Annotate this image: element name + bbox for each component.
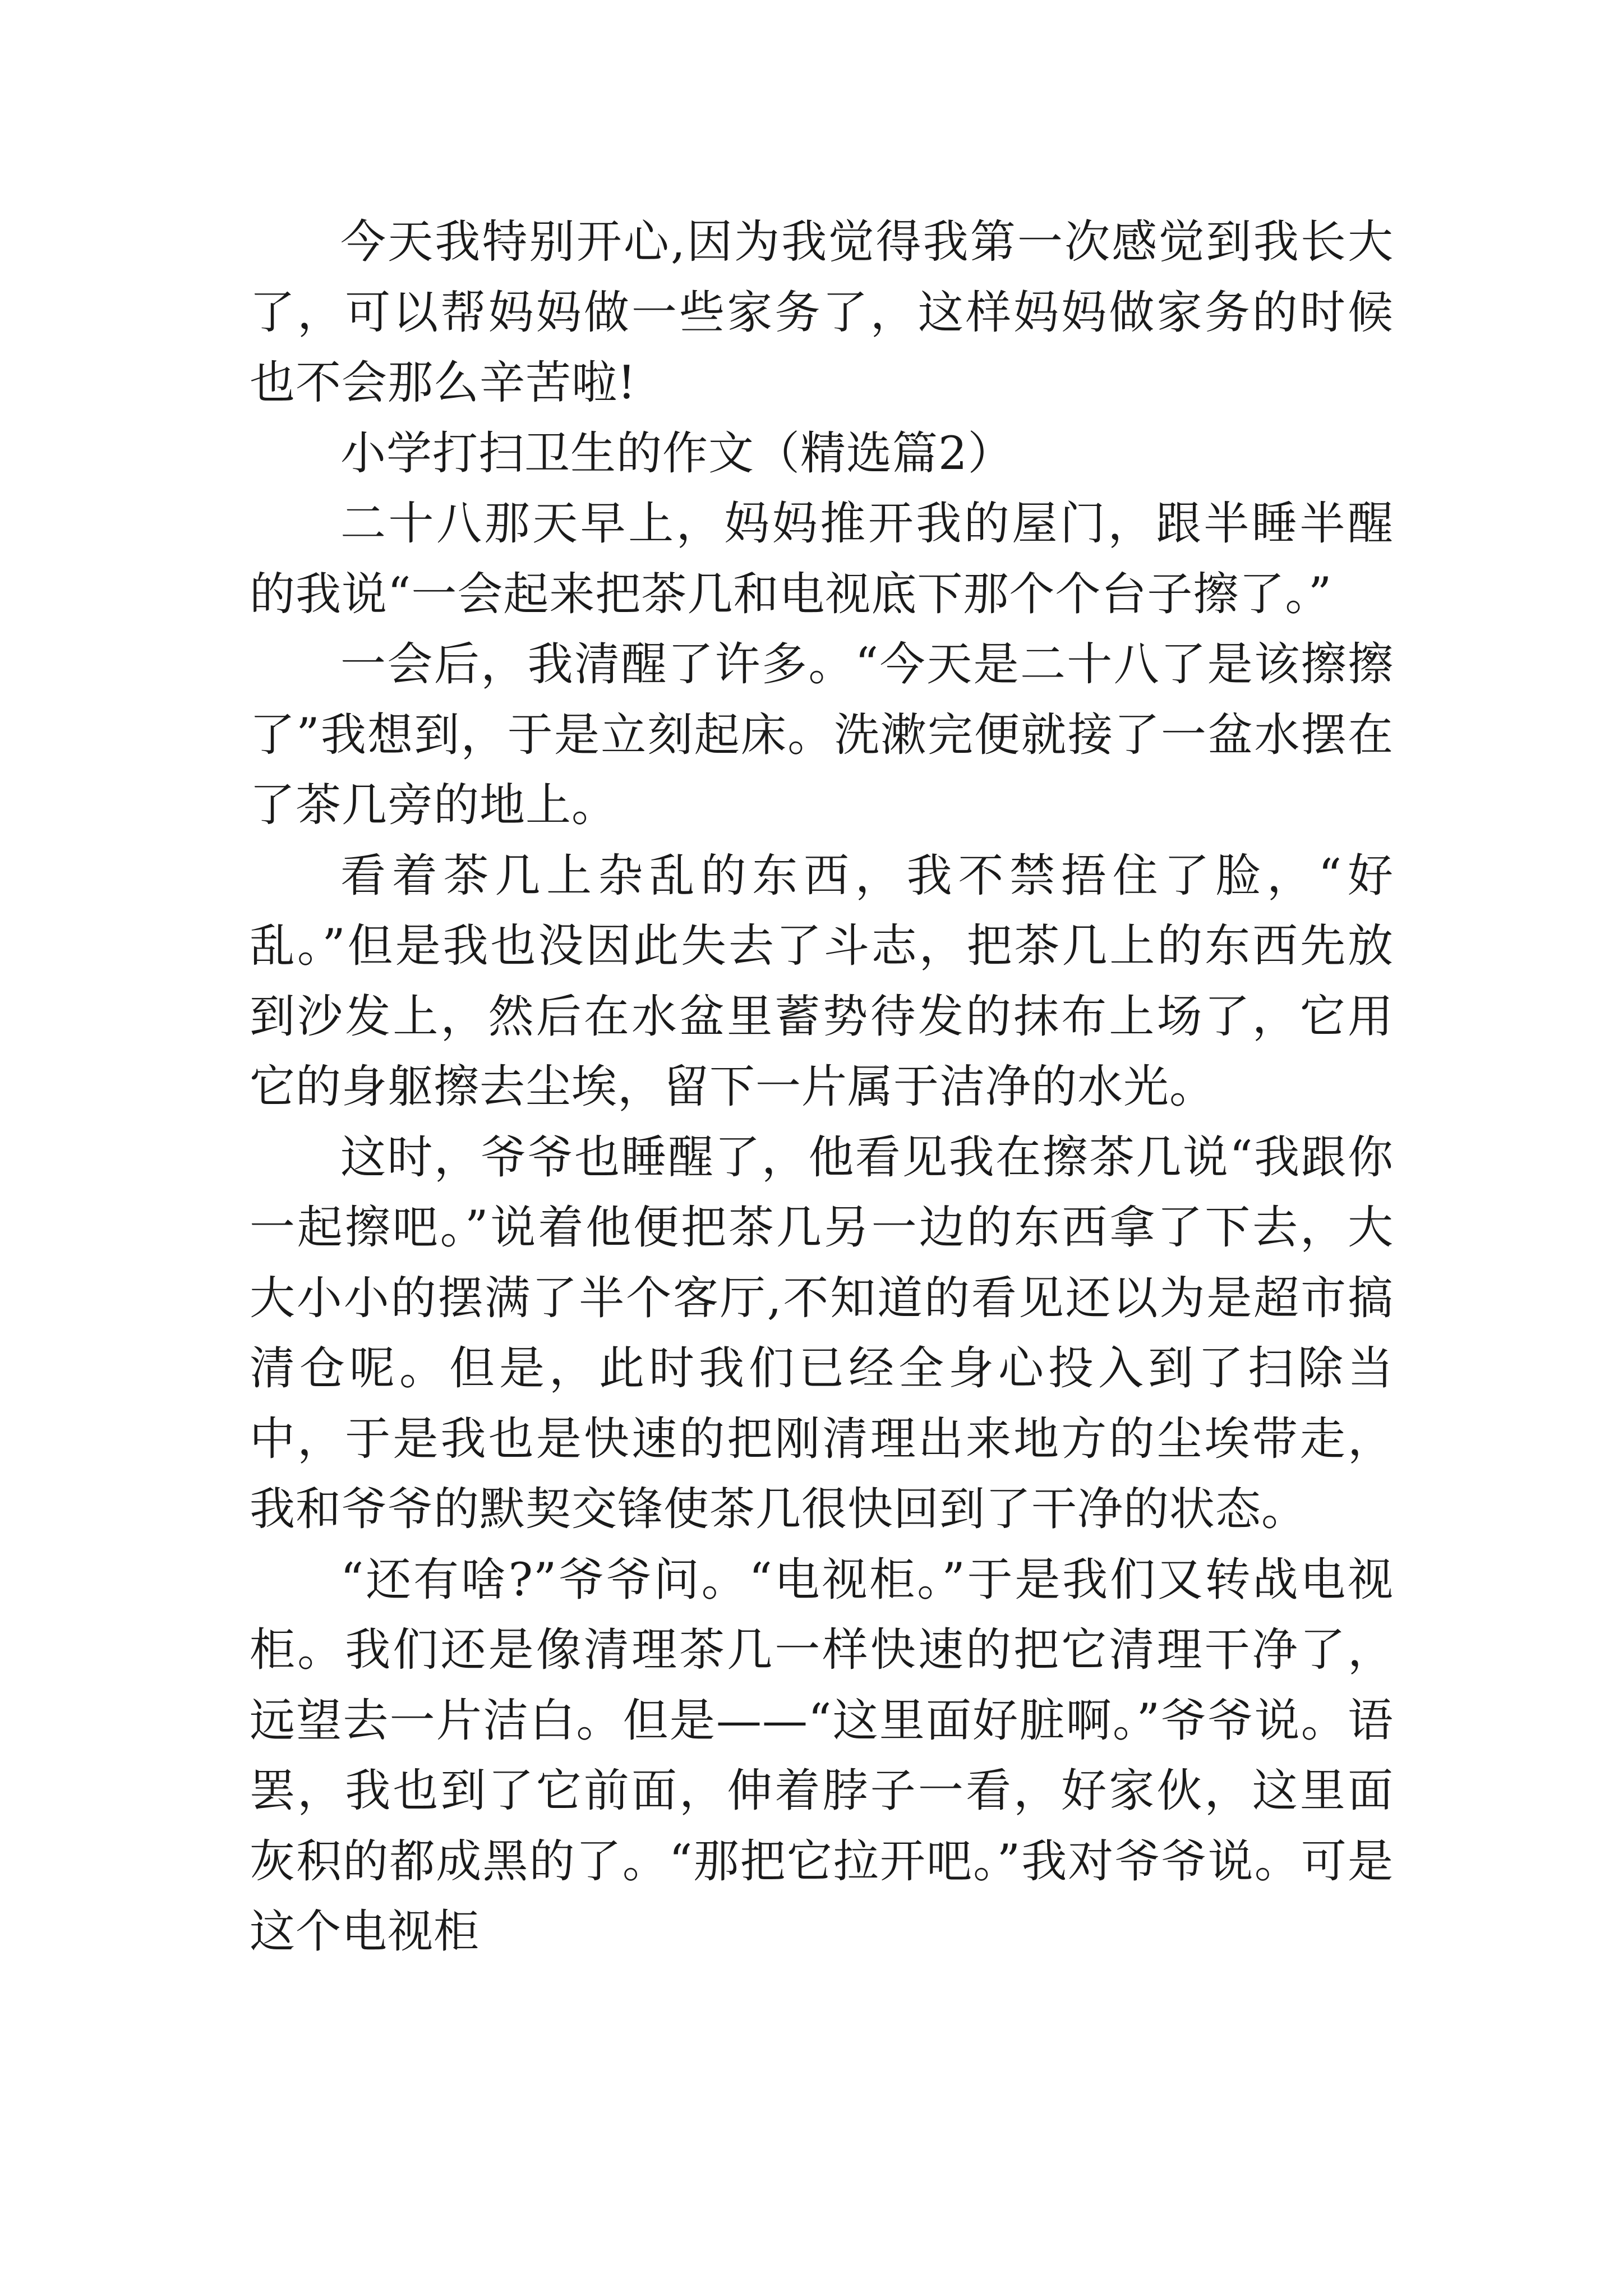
section-heading: 小学打扫卫生的作文（精选篇2）: [340, 427, 1014, 480]
paragraph-5: 这时，爷爷也睡醒了，他看见我在擦茶几说“我跟你一起擦吧。”说着他便把茶几另一边的东西拿了下去，大大小小的摆满了半个客厅,不知道的看见还以为是超市搞清仓呢。但是，此时我们已经全身心投入到了扫除当中，于是我也是快速的把刚清理出来地方的尘埃带走，我和爷爷的默契交锋使茶几很快回到了干净的状态。: [250, 1131, 1394, 1536]
paragraph-3: 一会后，我清醒了许多。“今天是二十八了是该擦擦了”我想到，于是立刻起床。洗漱完便就接了一盆水摆在了茶几旁的地上。: [250, 638, 1394, 832]
document-body: [250, 208, 1394, 1968]
paragraph-6: “还有啥?”爷爷问。“电视柜。”于是我们又转战电视柜。我们还是像清理茶几一样快速的把它清理干净了，远望去一片洁白。但是——“这里面好脏啊。”爷爷说。语罢，我也到了它前面，伸着脖子一看，好家伙，这里面灰积的都成黑的了。“那把它拉开吧。”我对爷爷说。可是这个电视柜: [250, 1553, 1394, 1958]
paragraph-4: 看着茶几上杂乱的东西，我不禁捂住了脸，“好乱。”但是我也没因此失去了斗志，把茶几上的东西先放到沙发上，然后在水盆里蓄势待发的抹布上场了，它用它的身躯擦去尘埃，留下一片属于洁净的水光。: [250, 849, 1394, 1114]
paragraph-2: 二十八那天早上，妈妈推开我的屋门，跟半睡半醒的我说“一会起来把茶几和电视底下那个个台子擦了。”: [250, 498, 1394, 621]
paragraph-1: 今天我特别开心,因为我觉得我第一次感觉到我长大了，可以帮妈妈做一些家务了，这样妈妈做家务的时候也不会那么辛苦啦!: [250, 216, 1394, 409]
